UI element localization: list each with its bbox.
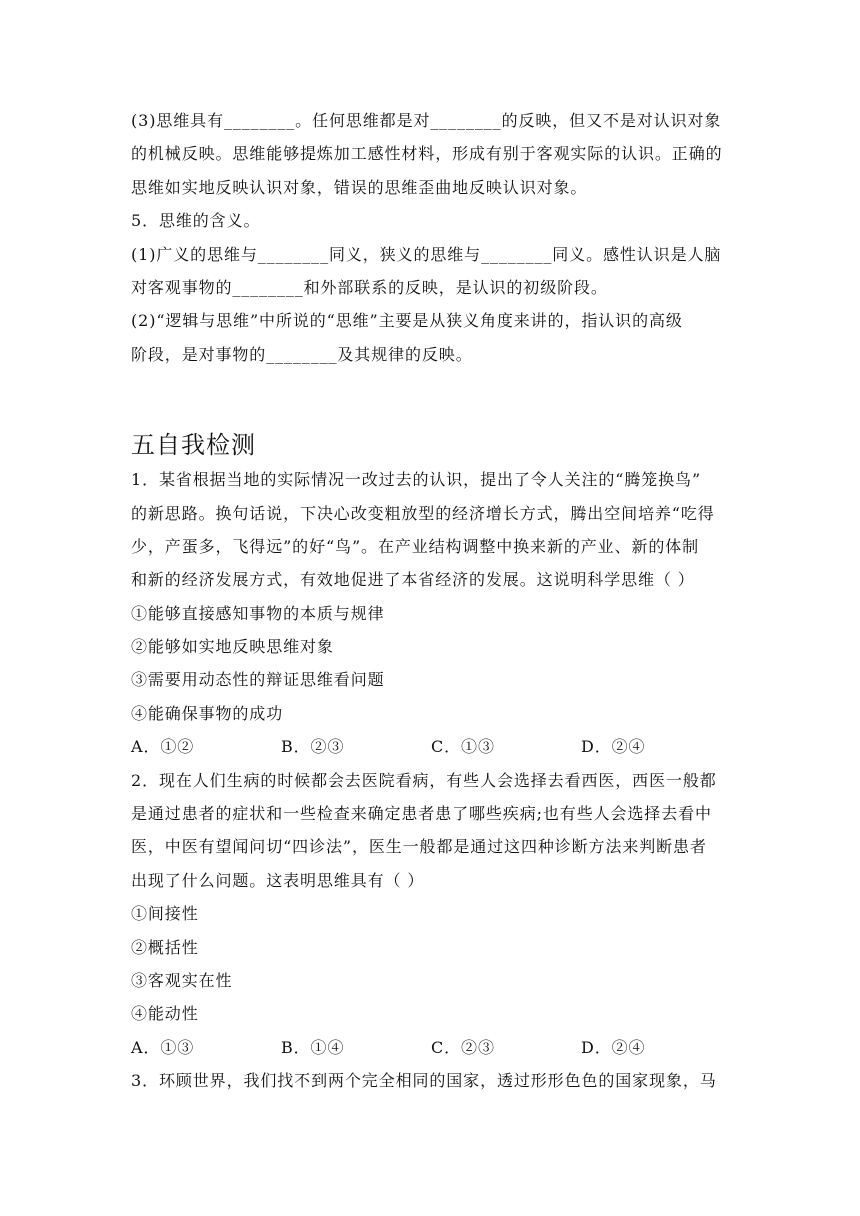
question-1-options — [131, 730, 731, 763]
question-2-option-d: D．②④ — [581, 1037, 646, 1057]
item5-title: 5．思维的含义。 — [131, 211, 261, 231]
question-2 — [131, 764, 731, 1065]
question-1-choice-3: ③需要用动态性的辩证思维看问题 — [131, 670, 385, 690]
item5-2-line-1: (2)“逻辑与思维”中所说的“思维”主要是从狭义角度来讲的，指认识的高级 — [131, 311, 683, 331]
question-1-choice-4: ④能确保事物的成功 — [131, 703, 284, 723]
question-2-choice-3: ③客观实在性 — [131, 970, 233, 990]
item5-1-line-1: (1)广义的思维与________同义，狭义的思维与________同义。感性认识是人脑 — [131, 244, 722, 264]
question-2-choice-4: ④能动性 — [131, 1004, 199, 1024]
question-2-option-c: C．②③ — [431, 1037, 495, 1057]
question-3-stem-line-1: 3．环顾世界，我们找不到两个完全相同的国家，透过形形色色的国家现象，马 — [131, 1071, 717, 1091]
question-1-option-c: C．①③ — [431, 737, 495, 757]
item5-2-line-2: 阶段，是对事物的________及其规律的反映。 — [131, 344, 473, 364]
question-1-stem-line-1: 1．某省根据当地的实际情况一改过去的认识，提出了令人关注的“腾笼换鸟” — [131, 470, 702, 490]
question-2-stem-line-4: 出现了什么问题。这表明思维具有（ ） — [131, 870, 425, 890]
question-2-option-b: B．①④ — [281, 1037, 345, 1057]
section-spacer — [131, 371, 731, 426]
question-2-stem-line-1: 2．现在人们生病的时候都会去医院看病，有些人会选择去看西医，西医一般都 — [131, 770, 717, 790]
question-3 — [131, 1064, 731, 1097]
question-1-stem-line-2: 的新思路。换句话说，下决心改变粗放型的经济增长方式，腾出空间培养“吃得 — [131, 503, 715, 523]
section-heading: 五自我检测 — [131, 431, 256, 460]
question-2-choice-1: ①间接性 — [131, 904, 199, 924]
question-1-option-b: B．②③ — [281, 737, 345, 757]
item5-1-line-2: 对客观事物的________和外部联系的反映，是认识的初级阶段。 — [131, 277, 608, 297]
question-1-stem-line-3: 少，产蛋多，飞得远”的好“鸟”。在产业结构调整中换来新的产业、新的体制 — [131, 536, 700, 556]
question-2-stem-line-2: 是通过患者的症状和一些检查来确定患者患了哪些疾病;也有些人会选择去看中 — [131, 804, 712, 824]
question-1-choice-1: ①能够直接感知事物的本质与规律 — [131, 603, 385, 623]
document-page — [131, 104, 731, 1098]
question-2-choice-2: ②概括性 — [131, 937, 199, 957]
question-1-option-a: A．①② — [131, 737, 195, 757]
question-2-stem-line-3: 医，中医有望闻问切“四诊法”，医生一般都是通过这四种诊断方法来判断患者 — [131, 837, 707, 857]
question-1-stem-line-4: 和新的经济发展方式，有效地促进了本省经济的发展。这说明科学思维（ ） — [131, 570, 695, 590]
question-1-choice-2: ②能够如实地反映思维对象 — [131, 637, 334, 657]
item3-line-3: 思维如实地反映认识对象，错误的思维歪曲地反映认识对象。 — [131, 177, 588, 197]
question-1-option-d: D．②④ — [581, 737, 646, 757]
question-1 — [131, 463, 731, 764]
item3-line-1: (3)思维具有________。任何思维都是对________的反映，但又不是对认识对象 — [131, 111, 722, 130]
item3-line-2: 的机械反映。思维能够提炼加工感性材料，形成有别于客观实际的认识。正确的 — [131, 144, 723, 164]
question-2-options — [131, 1031, 731, 1064]
question-2-option-a: A．①③ — [131, 1037, 195, 1057]
